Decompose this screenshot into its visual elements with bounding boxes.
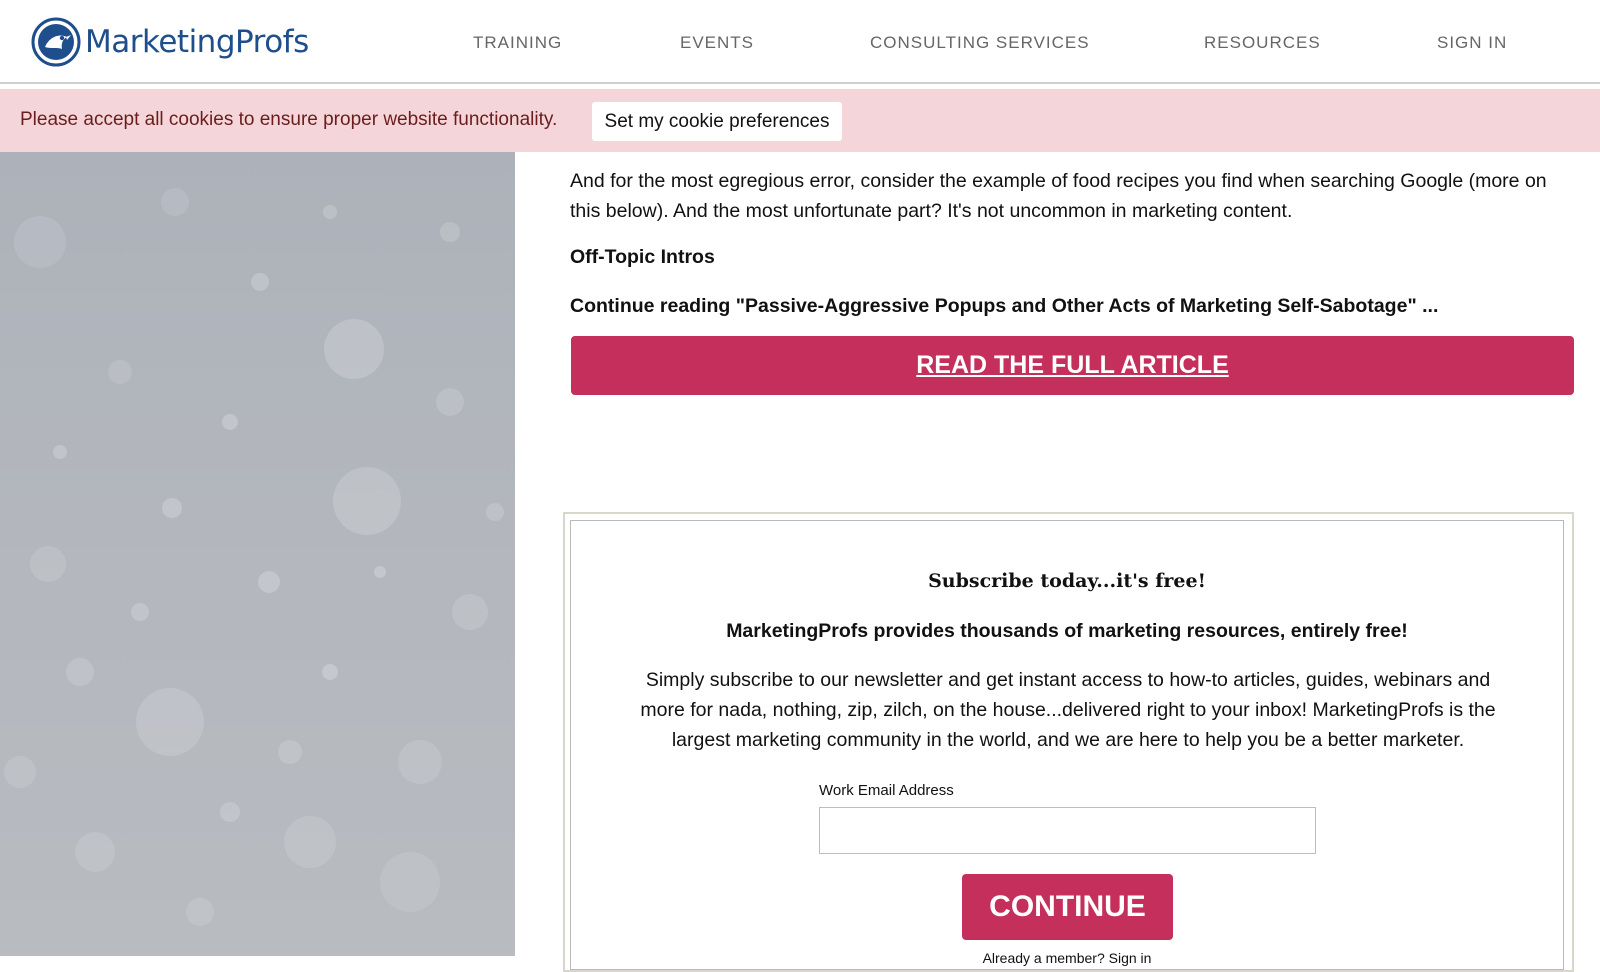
already-member-text[interactable]: Already a member? Sign in — [982, 950, 1152, 966]
continue-button[interactable]: CONTINUE — [962, 874, 1173, 940]
nav-consulting-services[interactable]: CONSULTING SERVICES — [870, 33, 1090, 52]
cookie-preferences-button[interactable]: Set my cookie preferences — [592, 102, 842, 141]
bird-logo-icon — [31, 17, 81, 67]
work-email-input[interactable] — [819, 807, 1316, 854]
logo-text: MarketingProfs — [85, 24, 309, 60]
nav-training[interactable]: TRAINING — [473, 33, 563, 52]
read-full-article-button[interactable]: READ THE FULL ARTICLE — [571, 336, 1574, 395]
continue-reading-text: Continue reading "Passive-Aggressive Popups and Other Acts of Marketing Self-Sabotage" ... — [570, 295, 1439, 317]
nav-sign-in[interactable]: SIGN IN — [1437, 33, 1508, 52]
bokeh-background — [0, 152, 515, 956]
section-subheading: Off-Topic Intros — [570, 246, 715, 268]
nav-events[interactable]: EVENTS — [680, 33, 755, 52]
site-header — [0, 0, 1600, 84]
subscribe-lead: MarketingProfs provides thousands of marketing resources, entirely free! — [726, 620, 1408, 642]
cookie-message: Please accept all cookies to ensure proper website functionality. — [20, 109, 558, 130]
subscribe-title: Subscribe today...it's free! — [928, 570, 1206, 592]
email-field-label: Work Email Address — [819, 782, 954, 799]
site-logo[interactable] — [31, 17, 309, 67]
article-paragraph: And for the most egregious error, consider the example of food recipes you find when searching Google (more on this below). And the most unfortunate part? It's not uncommon in marketing content. — [570, 170, 1547, 222]
nav-resources[interactable]: RESOURCES — [1204, 33, 1321, 52]
cookie-banner — [0, 89, 1600, 152]
subscribe-description: Simply subscribe to our newsletter and get instant access to how-to articles, guides, webinars and more for nada, nothing, zip, zilch, on the house...delivered right to your inbox! MarketingProfs is the largest marketing community in the world, and we are here to help you be a better marketer. — [640, 669, 1496, 751]
decorative-side-panel — [0, 152, 515, 956]
